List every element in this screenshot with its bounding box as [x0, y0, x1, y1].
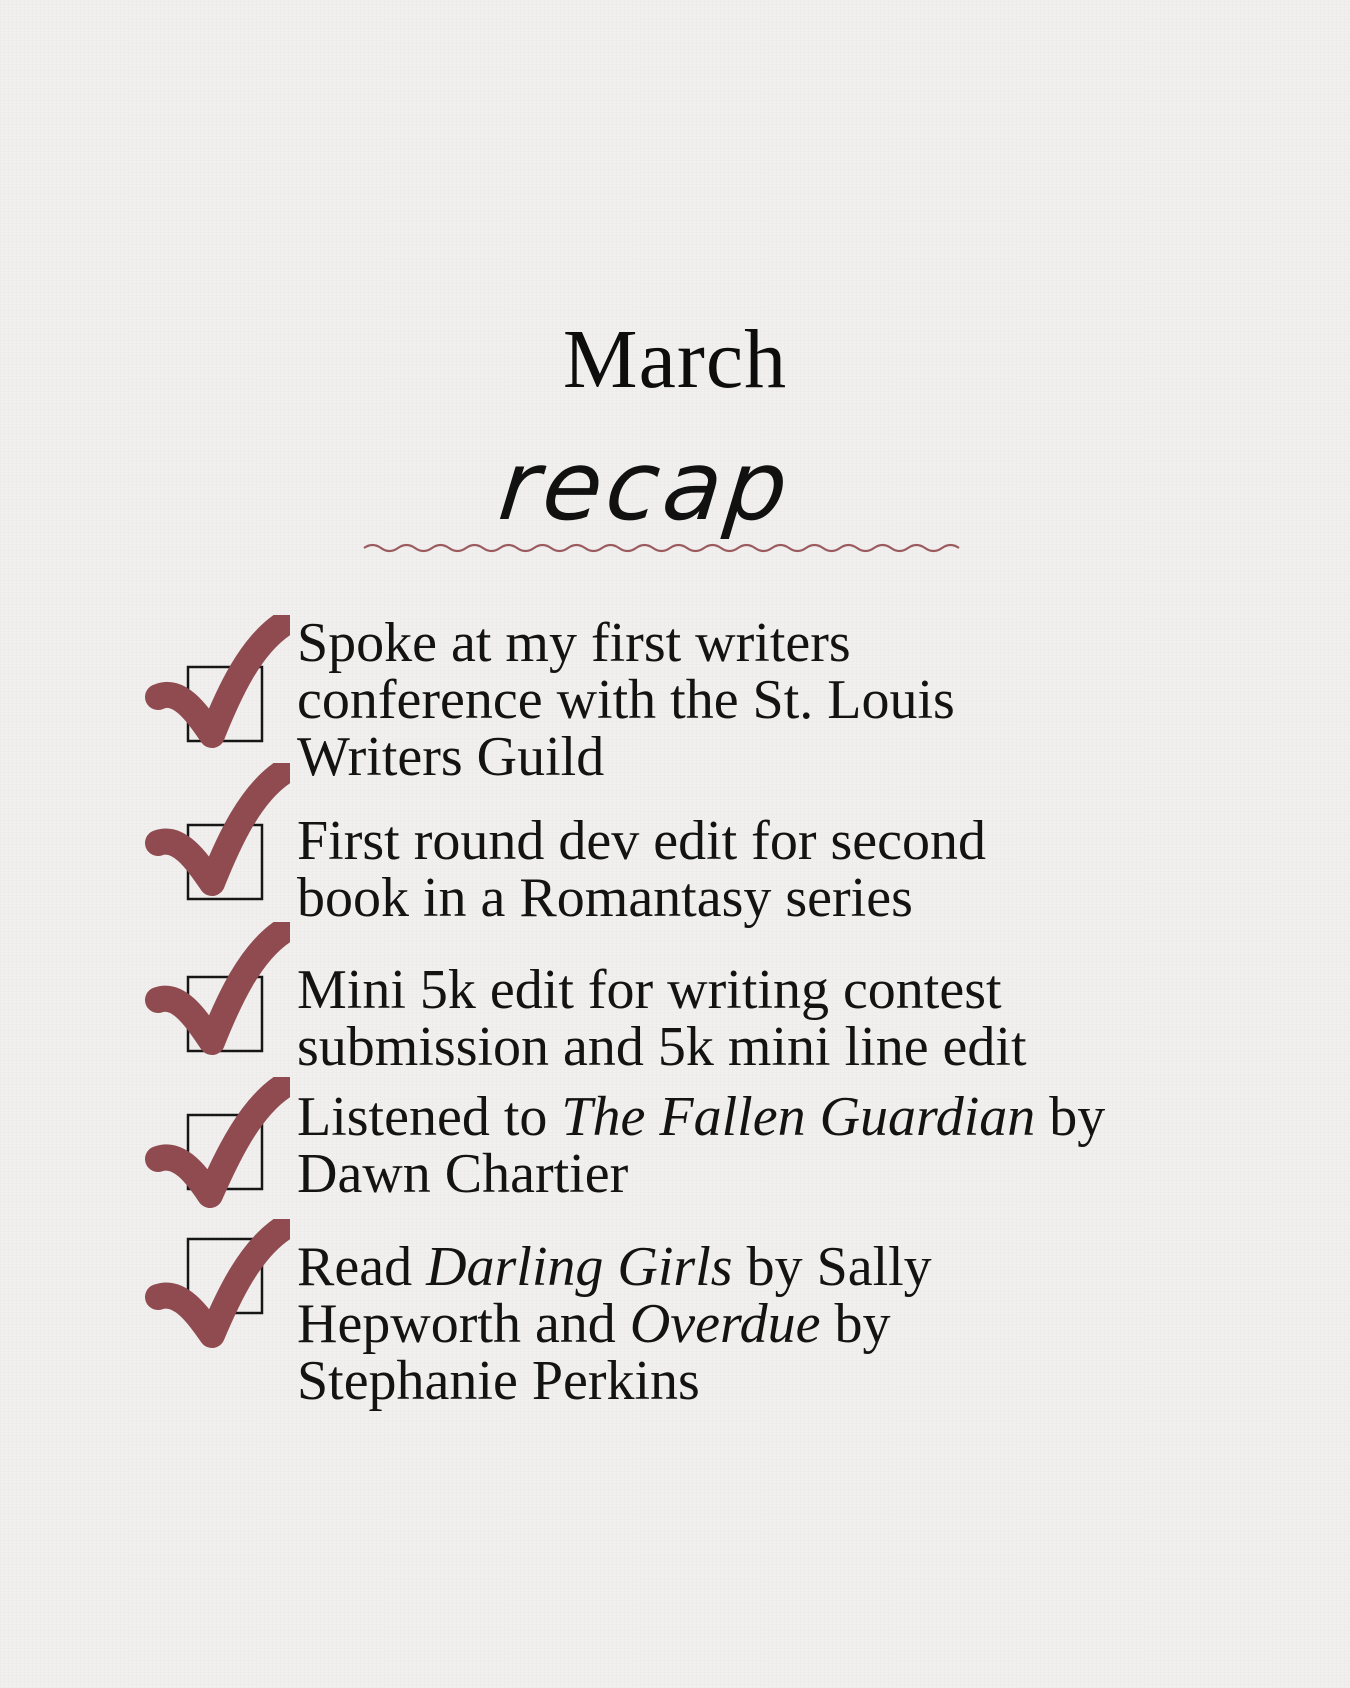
item-line: Writers Guild	[297, 726, 605, 788]
item-text: by Sally	[732, 1236, 932, 1298]
recap-item-2	[140, 810, 1320, 933]
item-line: Spoke at my first writers	[297, 612, 851, 674]
checkmark-icon	[158, 771, 285, 883]
checkbox-icon	[140, 1219, 290, 1369]
item-line: First round dev edit for second	[297, 810, 986, 872]
book-title: Overdue	[629, 1293, 821, 1355]
checkbox-icon	[140, 763, 290, 913]
book-title: The Fallen Guardian	[561, 1086, 1036, 1148]
item-line	[297, 1086, 1327, 1148]
item-text: by	[1035, 1086, 1106, 1148]
item-text: Listened to	[297, 1086, 562, 1148]
item-text: Hepworth and	[297, 1293, 630, 1355]
item-text: by	[820, 1293, 891, 1355]
checkmark-icon	[158, 1085, 285, 1195]
item-line: submission and 5k mini line edit	[297, 1016, 1027, 1078]
page-title: March	[562, 313, 788, 406]
item-line: conference with the St. Louis	[297, 669, 955, 731]
book-title: Darling Girls	[426, 1236, 733, 1298]
checkbox-icon	[140, 922, 290, 1072]
item-line: Stephanie Perkins	[297, 1350, 700, 1412]
item-text: Read	[297, 1236, 427, 1298]
checkmark-icon	[158, 930, 285, 1042]
recap-item-3	[140, 959, 1320, 1082]
recap-item-5	[140, 1236, 1320, 1412]
item-line: Dawn Chartier	[297, 1143, 629, 1205]
checkbox-icon	[140, 1077, 290, 1227]
item-line: Mini 5k edit for writing contest	[297, 959, 1002, 1021]
checkmark-icon	[158, 1227, 285, 1335]
recap-item-1	[140, 612, 1320, 788]
item-line: book in a Romantasy series	[297, 867, 913, 929]
item-line	[297, 1236, 1327, 1298]
page-subtitle: recap	[494, 430, 797, 542]
checkmark-icon	[158, 623, 285, 735]
item-line	[297, 1293, 1327, 1355]
checkbox-icon	[140, 615, 290, 765]
recap-item-4	[140, 1086, 1320, 1209]
